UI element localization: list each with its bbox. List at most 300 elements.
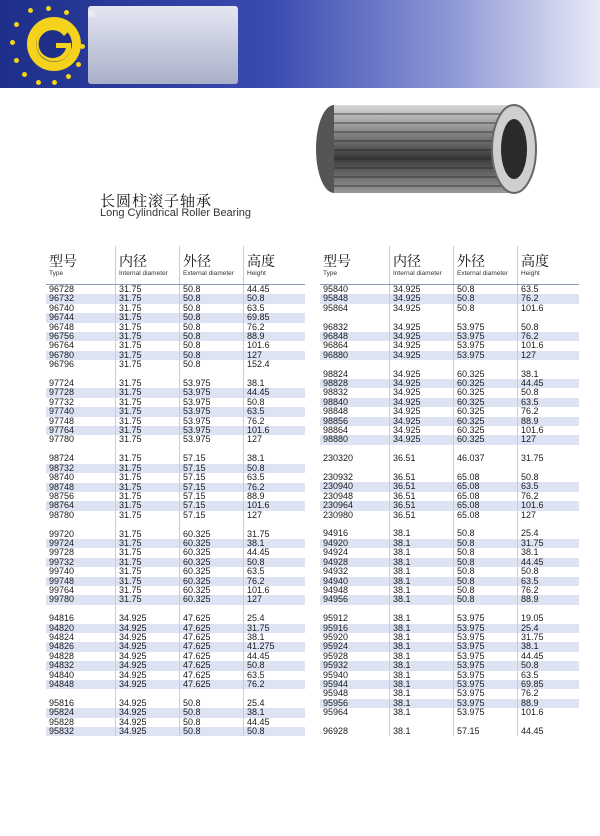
- table-row: [320, 388, 579, 397]
- cell-internal-diameter: 31.75: [116, 511, 180, 520]
- cell-height: 44.45: [518, 727, 580, 736]
- cell-internal-diameter: 38.1: [390, 699, 454, 708]
- cell-height: 19.05: [518, 614, 580, 623]
- cell-external-diameter: 50.8: [180, 332, 244, 341]
- cell-type: 94956: [320, 595, 390, 604]
- cell-height: 88.9: [244, 332, 306, 341]
- cell-internal-diameter: 38.1: [390, 614, 454, 623]
- cell-external-diameter: 47.625: [180, 652, 244, 661]
- cell-height: 25.4: [244, 614, 306, 623]
- table-row: [320, 558, 579, 567]
- cell-external-diameter: 60.325: [180, 558, 244, 567]
- group-spacer: [320, 464, 579, 473]
- cell-internal-diameter: 34.925: [390, 379, 454, 388]
- cell-external-diameter: 53.975: [180, 417, 244, 426]
- cell-external-diameter: 60.325: [180, 595, 244, 604]
- cell-internal-diameter: 31.75: [116, 530, 180, 539]
- cell-height: 88.9: [518, 417, 580, 426]
- cell-internal-diameter: 31.75: [116, 492, 180, 501]
- cell-height: 50.8: [518, 388, 580, 397]
- cell-height: 63.5: [518, 671, 580, 680]
- cell-height: 76.2: [244, 680, 306, 689]
- cell-type: 98864: [323, 425, 349, 436]
- cell-type: 96796: [49, 359, 75, 370]
- brand-logo-icon: [24, 14, 84, 74]
- cell-external-diameter: 60.325: [454, 370, 518, 379]
- cell-type: 94948: [323, 584, 349, 595]
- right-spec-table: [320, 246, 579, 736]
- page-title-cn: 长圆柱滚子轴承: [100, 192, 213, 210]
- cell-height: 38.1: [244, 633, 306, 642]
- cell-internal-diameter: 34.925: [116, 633, 180, 642]
- cell-height: 50.8: [244, 464, 306, 473]
- cell-external-diameter: 50.8: [180, 718, 244, 727]
- cell-type: 94940: [320, 577, 390, 586]
- cell-internal-diameter: 31.75: [116, 407, 180, 416]
- cell-type: 96748: [49, 321, 75, 332]
- cell-internal-diameter: 34.925: [116, 718, 180, 727]
- cell-external-diameter: 53.975: [180, 407, 244, 416]
- table-row: [46, 548, 305, 557]
- table-row: [320, 426, 579, 435]
- cell-external-diameter: 57.15: [180, 492, 244, 501]
- cell-type: 96848: [320, 332, 390, 341]
- cell-type: 99732: [46, 558, 116, 567]
- table-row: [46, 454, 305, 463]
- cell-external-diameter: 50.8: [454, 558, 518, 567]
- cell-height: 44.45: [518, 379, 580, 388]
- cell-type: 230980: [323, 509, 354, 520]
- bearing-photo-strip: [88, 6, 238, 84]
- cell-height: 50.8: [518, 473, 580, 482]
- cell-height: 101.6: [244, 426, 306, 435]
- cell-height: 38.1: [244, 379, 306, 388]
- table-row: [320, 614, 579, 623]
- cell-height: 31.75: [244, 530, 306, 539]
- cell-type: 95956: [320, 699, 390, 708]
- cell-type: 94828: [49, 650, 75, 661]
- cell-type: 96928: [323, 725, 349, 736]
- cell-type: 95840: [323, 284, 349, 294]
- cell-internal-diameter: 38.1: [390, 558, 454, 567]
- cell-internal-diameter: 31.75: [116, 351, 180, 360]
- cell-external-diameter: 53.975: [180, 388, 244, 397]
- cell-internal-diameter: 34.925: [390, 388, 454, 397]
- cell-type: 96880: [320, 351, 390, 360]
- cell-type: 95948: [323, 688, 349, 699]
- group-spacer: [46, 689, 305, 698]
- cell-external-diameter: 60.325: [454, 379, 518, 388]
- cell-internal-diameter: 31.75: [116, 313, 180, 322]
- cell-external-diameter: 50.8: [180, 285, 244, 295]
- group-spacer: [46, 370, 305, 379]
- table-row: [320, 567, 579, 576]
- table-row: [320, 341, 579, 350]
- cell-internal-diameter: 31.75: [116, 417, 180, 426]
- cell-type: 98840: [320, 398, 390, 407]
- cell-external-diameter: 57.15: [180, 454, 244, 463]
- table-row: [46, 501, 305, 510]
- cell-internal-diameter: 34.925: [390, 323, 454, 332]
- cell-external-diameter: 60.325: [454, 407, 518, 416]
- cell-internal-diameter: 31.75: [116, 567, 180, 576]
- table-row: [320, 661, 579, 670]
- cell-height: 44.45: [518, 558, 580, 567]
- cell-type: 98848: [323, 406, 349, 417]
- cell-type: 98880: [320, 435, 390, 444]
- cell-internal-diameter: 34.925: [116, 642, 180, 651]
- cell-height: 41.275: [244, 642, 306, 651]
- cell-type: 98828: [320, 379, 390, 388]
- table-row: [320, 285, 579, 295]
- table-row: [46, 435, 305, 444]
- col-header-external: 外径 External diameter: [454, 246, 518, 285]
- cell-external-diameter: 53.975: [454, 332, 518, 341]
- cell-internal-diameter: 38.1: [390, 680, 454, 689]
- table-row: [320, 586, 579, 595]
- table-row: [320, 577, 579, 586]
- group-spacer: [320, 520, 579, 529]
- cell-type: 99780: [46, 595, 116, 604]
- cell-internal-diameter: 36.51: [390, 454, 454, 463]
- cell-type: 96756: [46, 332, 116, 341]
- cell-external-diameter: 50.8: [454, 539, 518, 548]
- cell-external-diameter: 53.975: [454, 351, 518, 360]
- cell-external-diameter: 65.08: [454, 501, 518, 510]
- cell-internal-diameter: 38.1: [390, 652, 454, 661]
- cell-external-diameter: 53.975: [180, 426, 244, 435]
- cell-internal-diameter: 34.925: [116, 614, 180, 623]
- cell-internal-diameter: 34.925: [390, 407, 454, 416]
- cell-height: 63.5: [518, 285, 580, 295]
- cell-external-diameter: 53.975: [454, 708, 518, 717]
- cell-external-diameter: 60.325: [180, 548, 244, 557]
- cell-height: 50.8: [244, 661, 306, 670]
- table-row: [320, 398, 579, 407]
- cell-height: 38.1: [244, 539, 306, 548]
- table-row: [46, 652, 305, 661]
- cell-height: 44.45: [244, 388, 306, 397]
- cell-type: 94820: [46, 624, 116, 633]
- cell-height: 31.75: [244, 624, 306, 633]
- group-spacer: [46, 445, 305, 454]
- cell-type: 99748: [46, 577, 116, 586]
- cell-external-diameter: 47.625: [180, 624, 244, 633]
- cell-external-diameter: 57.15: [180, 473, 244, 482]
- roller-bearing-icon: [312, 96, 544, 202]
- cell-internal-diameter: 36.51: [390, 473, 454, 482]
- registered-mark: ®: [88, 10, 94, 19]
- cell-height: 44.45: [244, 718, 306, 727]
- cell-internal-diameter: 38.1: [390, 577, 454, 586]
- table-row: [46, 407, 305, 416]
- cell-internal-diameter: 31.75: [116, 435, 180, 444]
- cell-internal-diameter: 31.75: [116, 586, 180, 595]
- cell-internal-diameter: 38.1: [390, 689, 454, 698]
- cell-internal-diameter: 34.925: [390, 370, 454, 379]
- col-header-internal: 内径 Internal diameter: [116, 246, 180, 285]
- cell-height: 127: [244, 511, 306, 520]
- cell-height: 101.6: [244, 341, 306, 350]
- table-row: [320, 727, 579, 736]
- cell-external-diameter: 60.325: [180, 586, 244, 595]
- table-row: [46, 624, 305, 633]
- cell-type: 95964: [323, 707, 349, 718]
- cell-internal-diameter: 31.75: [116, 304, 180, 313]
- cell-height: 127: [244, 351, 306, 360]
- cell-external-diameter: 65.08: [454, 511, 518, 520]
- table-row: [320, 633, 579, 642]
- table-row: [46, 586, 305, 595]
- table-row: [46, 294, 305, 303]
- table-row: [46, 511, 305, 520]
- cell-height: 127: [518, 351, 580, 360]
- cell-internal-diameter: 34.925: [390, 285, 454, 295]
- table-row: [320, 304, 579, 313]
- cell-external-diameter: 57.15: [180, 483, 244, 492]
- cell-type: 230940: [320, 482, 390, 491]
- cell-height: 76.2: [244, 323, 306, 332]
- cell-height: 101.6: [518, 501, 580, 510]
- col-header-type: 型号 Type: [46, 246, 116, 285]
- cell-height: 88.9: [518, 699, 580, 708]
- table-row: [46, 567, 305, 576]
- cell-height: 101.6: [518, 708, 580, 717]
- cell-external-diameter: 60.325: [180, 567, 244, 576]
- cell-height: 101.6: [244, 586, 306, 595]
- cell-type: 97764: [46, 426, 116, 435]
- cell-external-diameter: 47.625: [180, 671, 244, 680]
- cell-height: 76.2: [518, 492, 580, 501]
- cell-type: 98732: [46, 464, 116, 473]
- cell-type: 96744: [46, 313, 116, 322]
- table-row: [46, 671, 305, 680]
- cell-internal-diameter: 31.75: [116, 558, 180, 567]
- cell-type: 96832: [323, 321, 349, 332]
- cell-internal-diameter: 38.1: [390, 624, 454, 633]
- cell-height: 25.4: [244, 699, 306, 708]
- table-row: [46, 426, 305, 435]
- cell-internal-diameter: 38.1: [390, 529, 454, 538]
- table-row: [46, 313, 305, 322]
- cell-internal-diameter: 31.75: [116, 473, 180, 482]
- cell-height: 38.1: [518, 370, 580, 379]
- table-row: [320, 407, 579, 416]
- cell-type: 96864: [323, 340, 349, 351]
- cell-type: 94920: [320, 539, 390, 548]
- cell-height: 44.45: [244, 652, 306, 661]
- cell-internal-diameter: 31.75: [116, 464, 180, 473]
- cell-type: 230964: [320, 501, 390, 510]
- cell-internal-diameter: 31.75: [116, 379, 180, 388]
- cell-type: 98832: [323, 387, 349, 398]
- cell-external-diameter: 53.975: [454, 614, 518, 623]
- table-row: [320, 351, 579, 360]
- cell-external-diameter: 50.8: [180, 360, 244, 369]
- cell-type: 95924: [320, 642, 390, 651]
- cell-internal-diameter: 31.75: [116, 595, 180, 604]
- table-row: [320, 708, 579, 717]
- cell-external-diameter: 65.08: [454, 482, 518, 491]
- cell-external-diameter: 53.975: [180, 435, 244, 444]
- cell-external-diameter: 50.8: [454, 595, 518, 604]
- cell-height: 127: [518, 511, 580, 520]
- cell-type: 94824: [49, 631, 75, 642]
- cell-internal-diameter: 36.51: [390, 492, 454, 501]
- cell-internal-diameter: 38.1: [390, 671, 454, 680]
- cell-internal-diameter: 38.1: [390, 708, 454, 717]
- cell-height: 69.85: [244, 313, 306, 322]
- table-row: [320, 379, 579, 388]
- cell-internal-diameter: 31.75: [116, 501, 180, 510]
- table-row: [320, 435, 579, 444]
- table-row: [320, 454, 579, 463]
- cell-height: 63.5: [244, 473, 306, 482]
- cell-internal-diameter: 34.925: [116, 661, 180, 670]
- cell-height: 127: [244, 435, 306, 444]
- cell-external-diameter: 50.8: [454, 586, 518, 595]
- cell-type: 98824: [323, 368, 349, 379]
- cell-external-diameter: 60.325: [454, 388, 518, 397]
- cell-external-diameter: 60.325: [180, 530, 244, 539]
- cell-external-diameter: 50.8: [180, 708, 244, 717]
- cell-height: 38.1: [518, 548, 580, 557]
- cell-type: 98856: [320, 417, 390, 426]
- cell-height: 76.2: [244, 577, 306, 586]
- table-row: [320, 501, 579, 510]
- cell-internal-diameter: 34.925: [390, 417, 454, 426]
- cell-height: 50.8: [244, 558, 306, 567]
- cell-type: 95864: [323, 302, 349, 313]
- cell-height: 50.8: [244, 294, 306, 303]
- cell-type: 95848: [320, 294, 390, 303]
- cell-external-diameter: 50.8: [454, 294, 518, 303]
- cell-height: 76.2: [518, 586, 580, 595]
- cell-external-diameter: 53.975: [180, 398, 244, 407]
- cell-external-diameter: 60.325: [454, 417, 518, 426]
- cell-internal-diameter: 34.925: [116, 680, 180, 689]
- cell-internal-diameter: 31.75: [116, 539, 180, 548]
- cell-height: 50.8: [244, 727, 306, 736]
- table-row: [320, 680, 579, 689]
- cell-internal-diameter: 38.1: [390, 595, 454, 604]
- cell-type: 98764: [46, 501, 116, 510]
- cell-internal-diameter: 31.75: [116, 360, 180, 369]
- cell-internal-diameter: 36.51: [390, 511, 454, 520]
- cell-type: 95824: [46, 708, 116, 717]
- table-row: [320, 323, 579, 332]
- cell-type: 97780: [49, 434, 75, 445]
- table-row: [46, 718, 305, 727]
- cell-external-diameter: 60.325: [454, 426, 518, 435]
- cell-height: 76.2: [244, 483, 306, 492]
- cell-type: 98780: [49, 509, 75, 520]
- cell-height: 101.6: [518, 426, 580, 435]
- cell-internal-diameter: 34.925: [116, 708, 180, 717]
- cell-type: 94932: [323, 566, 349, 577]
- cell-external-diameter: 57.15: [180, 464, 244, 473]
- cell-type: 97740: [46, 407, 116, 416]
- cell-height: 76.2: [518, 332, 580, 341]
- cell-internal-diameter: 34.925: [390, 341, 454, 350]
- left-spec-table: [46, 246, 305, 736]
- group-spacer: [320, 313, 579, 322]
- cell-type: 97728: [46, 388, 116, 397]
- cell-external-diameter: 53.975: [454, 642, 518, 651]
- cell-height: 88.9: [518, 595, 580, 604]
- cell-height: 50.8: [518, 567, 580, 576]
- cell-height: 44.45: [244, 285, 306, 295]
- cell-height: 50.8: [518, 323, 580, 332]
- cell-type: 97724: [49, 378, 75, 389]
- cell-type: 94826: [46, 642, 116, 651]
- cell-height: 76.2: [518, 294, 580, 303]
- table-row: [46, 680, 305, 689]
- cell-height: 63.5: [244, 407, 306, 416]
- cell-type: 95940: [323, 669, 349, 680]
- cell-external-diameter: 47.625: [180, 642, 244, 651]
- cell-internal-diameter: 31.75: [116, 577, 180, 586]
- table-row: [320, 652, 579, 661]
- cell-external-diameter: 57.15: [180, 501, 244, 510]
- cell-internal-diameter: 31.75: [116, 341, 180, 350]
- table-row: [46, 285, 305, 295]
- table-row: [46, 398, 305, 407]
- table-row: [46, 661, 305, 670]
- table-row: [320, 539, 579, 548]
- table-row: [320, 595, 579, 604]
- cell-external-diameter: 53.975: [454, 633, 518, 642]
- cell-internal-diameter: 34.925: [390, 351, 454, 360]
- cell-internal-diameter: 38.1: [390, 661, 454, 670]
- cell-internal-diameter: 31.75: [116, 426, 180, 435]
- cell-external-diameter: 50.8: [180, 727, 244, 736]
- cell-internal-diameter: 38.1: [390, 642, 454, 651]
- cell-height: 76.2: [518, 407, 580, 416]
- table-row: [46, 464, 305, 473]
- cell-height: 63.5: [518, 398, 580, 407]
- cell-external-diameter: 50.8: [180, 323, 244, 332]
- cell-external-diameter: 46.037: [454, 454, 518, 463]
- cell-type: 230320: [323, 453, 354, 464]
- cell-type: 94916: [323, 528, 349, 539]
- cell-height: 25.4: [518, 529, 580, 538]
- col-header-internal: 内径 Internal diameter: [390, 246, 454, 285]
- col-header-type: 型号 Type: [320, 246, 390, 285]
- cell-external-diameter: 50.8: [180, 699, 244, 708]
- cell-internal-diameter: 34.925: [390, 294, 454, 303]
- cell-internal-diameter: 31.75: [116, 332, 180, 341]
- cell-height: 25.4: [518, 624, 580, 633]
- cell-internal-diameter: 38.1: [390, 548, 454, 557]
- cell-external-diameter: 50.8: [454, 548, 518, 557]
- cell-height: 63.5: [244, 567, 306, 576]
- cell-type: 95816: [49, 697, 75, 708]
- cell-external-diameter: 50.8: [180, 304, 244, 313]
- cell-internal-diameter: 36.51: [390, 482, 454, 491]
- group-spacer: [320, 360, 579, 369]
- cell-type: 94832: [46, 661, 116, 670]
- cell-height: 50.8: [518, 661, 580, 670]
- cell-type: 97748: [49, 415, 75, 426]
- cell-height: 31.75: [518, 539, 580, 548]
- col-header-height: 高度 Height: [518, 246, 580, 285]
- table-row: [46, 360, 305, 369]
- group-spacer: [46, 605, 305, 614]
- cell-internal-diameter: 34.925: [390, 332, 454, 341]
- cell-external-diameter: 47.625: [180, 633, 244, 642]
- cell-type: 230932: [323, 472, 354, 483]
